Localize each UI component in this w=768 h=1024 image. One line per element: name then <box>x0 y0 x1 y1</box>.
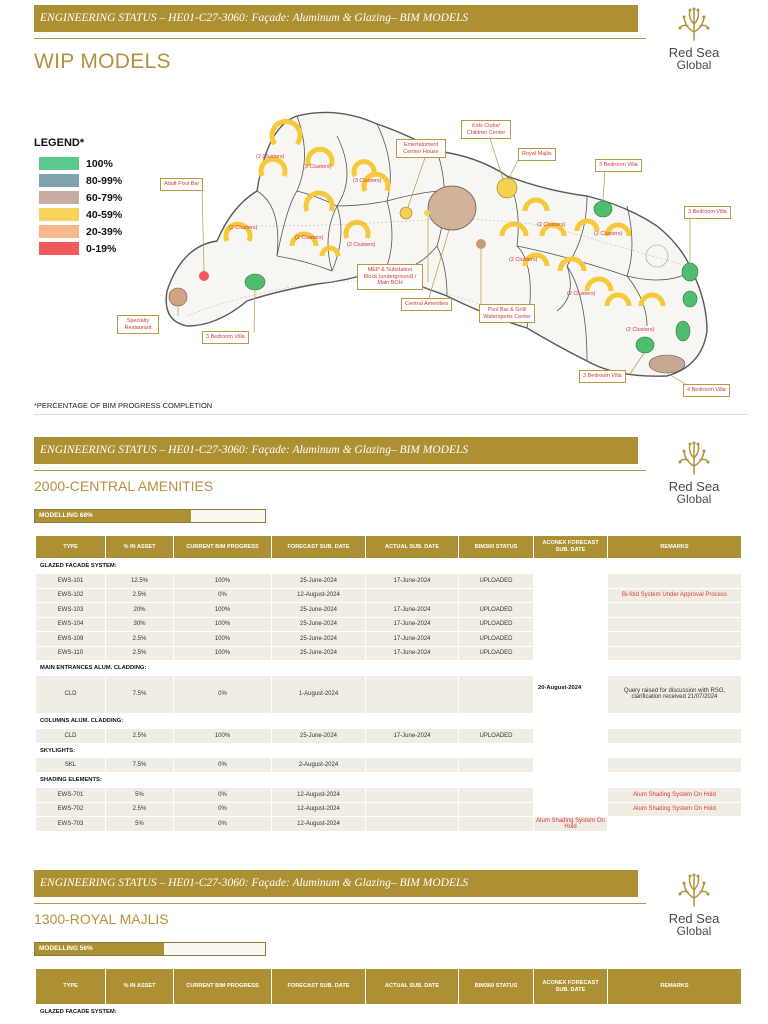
group-heading: COLUMNS ALUM. CLADDING: <box>36 714 534 729</box>
callout-3-bedroom-villa: 3 Bedroom Villa <box>202 331 249 344</box>
cluster-label: (2 Clusters) <box>567 291 596 297</box>
cell-pct: 5% <box>106 817 174 832</box>
cell-bim: 0% <box>174 817 272 832</box>
callout-4-bedroom-villa: 4 Bedroom Villa <box>683 384 730 397</box>
section-title: 1300-ROYAL MAJLIS <box>34 911 169 927</box>
cell-status: UPLOADED <box>459 729 534 744</box>
logo-line2: Global <box>676 924 712 938</box>
section-divider <box>34 414 748 415</box>
cell-forecast: 25-June-2024 <box>272 646 366 661</box>
cluster-label: (2 Clusters) <box>509 257 538 263</box>
column-header: REMARKS <box>608 536 742 559</box>
cell-type: EWS-104 <box>36 617 106 632</box>
cell-status <box>459 802 534 817</box>
column-header: ACTUAL SUB. DATE <box>366 536 459 559</box>
legend-label: 0-19% <box>86 242 117 255</box>
cell-remarks <box>608 758 742 773</box>
aconex-forecast-date: 20-August-2024 <box>534 559 608 817</box>
footnote: *PERCENTAGE OF BIM PROGRESS COMPLETION <box>34 401 213 410</box>
cell-actual: 17-June-2024 <box>366 603 459 618</box>
cluster-label: (2 Clusters) <box>594 231 623 237</box>
cluster-label: (2 Clusters) <box>256 154 285 160</box>
table-row <box>36 574 742 589</box>
cell-bim: 100% <box>174 632 272 647</box>
cell-type: EWS-701 <box>36 788 106 803</box>
callout-adult-pool-bar: Adult Pool Bar <box>160 178 203 191</box>
cell-status <box>459 758 534 773</box>
cell-bim: 0% <box>174 788 272 803</box>
logo-line2: Global <box>676 492 712 506</box>
cell-bim: 0% <box>174 588 272 603</box>
column-header: BIM360 STATUS <box>459 969 534 1005</box>
legend-label: 20-39% <box>86 225 123 238</box>
bedroom-villa-plot <box>594 201 612 217</box>
legend-label: 40-59% <box>86 208 123 221</box>
callout-mep-substation: MEP & Substation Block (underground) / Main BOH <box>357 264 423 290</box>
bedroom-villa-plot <box>683 291 697 307</box>
cell-forecast: 1-August-2024 <box>272 676 366 714</box>
cell-pct: 30% <box>106 617 174 632</box>
cell-status <box>459 676 534 714</box>
legend-item <box>34 206 144 223</box>
callout-3-bedroom-villa: 3 Bedroom Villa <box>579 370 626 383</box>
cell-bim: 100% <box>174 729 272 744</box>
cell-forecast: 25-June-2024 <box>272 729 366 744</box>
cell-bim: 100% <box>174 617 272 632</box>
column-header: FORECAST SUB. DATE <box>272 536 366 559</box>
table-row <box>36 646 742 661</box>
cell-type: EWS-110 <box>36 646 106 661</box>
red-sea-global-logo <box>664 872 724 938</box>
callout-3-bedroom-villa: 3 Bedroom Villa <box>684 206 731 219</box>
status-table <box>35 535 742 832</box>
cell-status <box>459 788 534 803</box>
cell-type: EWS-103 <box>36 603 106 618</box>
cell-type: EWS-109 <box>36 632 106 647</box>
cell-remarks <box>608 603 742 618</box>
cluster-label: (2 Clusters) <box>303 164 332 170</box>
logo-line1: Red Sea <box>668 479 720 494</box>
cell-remarks: Query raised for discussion with RSG, clarification received 21/07/2024 <box>608 676 742 714</box>
cell-status: UPLOADED <box>459 617 534 632</box>
column-header: TYPE <box>36 969 106 1005</box>
cell-pct: 5% <box>106 788 174 803</box>
group-heading: SHADING ELEMENTS: <box>36 773 534 788</box>
status-table <box>35 968 742 1020</box>
bedroom-villa-plot <box>636 337 654 353</box>
site-plan <box>147 96 755 414</box>
legend-swatch <box>39 191 79 204</box>
page-title: WIP MODELS <box>34 50 171 73</box>
section-banner: ENGINEERING STATUS – HE01-C27-3060: Façade: Aluminum & Glazing– BIM MODELS <box>34 5 638 32</box>
central-amenities-plot <box>428 186 476 230</box>
legend-label: 60-79% <box>86 191 123 204</box>
cell-type: EWS-101 <box>36 574 106 589</box>
legend-label: 80-99% <box>86 174 123 187</box>
cell-forecast: 25-June-2024 <box>272 632 366 647</box>
cell-bim: 100% <box>174 646 272 661</box>
legend-item <box>34 172 144 189</box>
legend-swatch <box>39 208 79 221</box>
cell-forecast: 2-August-2024 <box>272 758 366 773</box>
cell-type: EWS-702 <box>36 802 106 817</box>
legend-swatch <box>39 225 79 238</box>
bedroom-villa-plot <box>245 274 265 290</box>
table-row <box>36 817 742 832</box>
progress-label: MODELLING 56% <box>39 945 93 952</box>
banner-rule <box>34 903 646 904</box>
cell-actual: 17-June-2024 <box>366 632 459 647</box>
cell-pct: 2.5% <box>106 646 174 661</box>
legend-swatch <box>39 174 79 187</box>
column-header: ACONEX FORECAST SUB. DATE <box>534 969 608 1005</box>
modelling-progress-bar <box>34 942 266 956</box>
coral-logo-icon <box>676 872 712 908</box>
coral-logo-icon <box>676 440 712 476</box>
cell-pct: 2.5% <box>106 588 174 603</box>
cluster-label: (2 Clusters) <box>229 225 258 231</box>
column-header: CURRENT BIM PROGRESS <box>174 536 272 559</box>
column-header: % IN ASSET <box>106 536 174 559</box>
mep-plot <box>424 210 430 216</box>
cell-remarks <box>608 646 742 661</box>
cell-remarks: Alum Shading System On Hold <box>608 788 742 803</box>
cell-type: CLD <box>36 729 106 744</box>
cell-forecast: 25-June-2024 <box>272 603 366 618</box>
cell-remarks: Bi-fold System Under Approval Process <box>608 588 742 603</box>
cell-status: UPLOADED <box>459 603 534 618</box>
cell-forecast: 25-June-2024 <box>272 617 366 632</box>
legend-swatch <box>39 242 79 255</box>
cell-status: UPLOADED <box>459 646 534 661</box>
entertainment-plot <box>400 207 412 219</box>
column-header: ACTUAL SUB. DATE <box>366 969 459 1005</box>
cell-status <box>459 817 534 832</box>
cell-pct: 7.5% <box>106 676 174 714</box>
table-row <box>36 617 742 632</box>
legend <box>34 137 144 257</box>
cluster-label: (2 Clusters) <box>537 222 566 228</box>
section-title: 2000-CENTRAL AMENITIES <box>34 478 214 494</box>
modelling-progress-bar <box>34 509 266 523</box>
column-header: CURRENT BIM PROGRESS <box>174 969 272 1005</box>
group-remarks-blank <box>608 714 742 729</box>
cell-pct: 2.5% <box>106 729 174 744</box>
cell-actual: 17-June-2024 <box>366 729 459 744</box>
cell-type: SKL <box>36 758 106 773</box>
table-row <box>36 588 742 603</box>
cluster-label: (2 Clusters) <box>295 235 324 241</box>
cell-bim: 100% <box>174 574 272 589</box>
logo-line1: Red Sea <box>668 911 720 926</box>
cell-bim: 0% <box>174 758 272 773</box>
cell-forecast: 12-August-2024 <box>272 588 366 603</box>
group-remarks-blank <box>608 773 742 788</box>
cell-bim: 0% <box>174 676 272 714</box>
legend-swatch <box>39 157 79 170</box>
callout-pool-bar-grill: Pool Bar & Grill/ Watersports Center <box>479 304 535 323</box>
column-header: % IN ASSET <box>106 969 174 1005</box>
cell-actual <box>366 588 459 603</box>
legend-label: 100% <box>86 157 113 170</box>
cell-status: UPLOADED <box>459 632 534 647</box>
group-heading: GLAZED FACADE SYSTEM: <box>36 1005 742 1020</box>
cell-remarks <box>608 574 742 589</box>
table-row <box>36 758 742 773</box>
column-header: BIM360 STATUS <box>459 536 534 559</box>
group-remarks-blank <box>608 743 742 758</box>
legend-item <box>34 189 144 206</box>
cell-actual: 17-June-2024 <box>366 617 459 632</box>
cell-remarks: Alum Shading System On Hold <box>534 817 608 832</box>
table-row <box>36 632 742 647</box>
legend-title: LEGEND* <box>34 137 85 149</box>
cell-pct: 2.5% <box>106 632 174 647</box>
cell-actual <box>366 817 459 832</box>
legend-item <box>34 223 144 240</box>
callout-central-amenities: Central Amenities <box>401 298 452 311</box>
section-banner: ENGINEERING STATUS – HE01-C27-3060: Façade: Aluminum & Glazing– BIM MODELS <box>34 870 638 897</box>
cell-bim: 0% <box>174 802 272 817</box>
cell-type: EWS-703 <box>36 817 106 832</box>
callout-kids-club: Kids Clubs/ Children Center <box>461 120 511 139</box>
four-bedroom-villa-plot <box>649 355 685 373</box>
cell-forecast: 12-August-2024 <box>272 788 366 803</box>
cell-actual <box>366 802 459 817</box>
adult-pool-bar-plot <box>199 271 209 281</box>
cell-type: EWS-102 <box>36 588 106 603</box>
logo-line2: Global <box>676 58 712 72</box>
cell-remarks <box>608 632 742 647</box>
table-row <box>36 676 742 714</box>
column-header: TYPE <box>36 536 106 559</box>
progress-label: MODELLING 68% <box>39 512 93 519</box>
cell-actual <box>366 788 459 803</box>
table-row <box>36 788 742 803</box>
cell-bim: 100% <box>174 603 272 618</box>
legend-item <box>34 240 144 257</box>
red-sea-global-logo <box>664 6 724 72</box>
cell-pct: 7.5% <box>106 758 174 773</box>
cluster-label: (2 Clusters) <box>626 327 655 333</box>
cell-actual: 17-June-2024 <box>366 646 459 661</box>
cell-actual <box>366 676 459 714</box>
table-row <box>36 729 742 744</box>
callout-entertainment: Entertainment Center/ House <box>396 139 446 158</box>
callout-specialty-restaurant: Specialty Restaurant <box>117 315 159 334</box>
royal-majlis-plot <box>497 178 517 198</box>
section-banner: ENGINEERING STATUS – HE01-C27-3060: Façade: Aluminum & Glazing– BIM MODELS <box>34 437 638 464</box>
cell-forecast: 12-August-2024 <box>272 817 366 832</box>
table-row <box>36 603 742 618</box>
cell-status: UPLOADED <box>459 574 534 589</box>
cell-forecast: 25-June-2024 <box>272 574 366 589</box>
site-map <box>124 96 755 414</box>
bedroom-villa-plot <box>676 321 690 341</box>
group-heading: GLAZED FACADE SYSTEM: <box>36 559 534 574</box>
cell-forecast: 12-August-2024 <box>272 802 366 817</box>
group-remarks-blank <box>608 661 742 676</box>
column-header: ACONEX FORECAST SUB. DATE <box>534 536 608 559</box>
cell-pct: 20% <box>106 603 174 618</box>
group-remarks-blank <box>608 559 742 574</box>
cell-actual: 17-June-2024 <box>366 574 459 589</box>
cell-actual <box>366 758 459 773</box>
cell-remarks <box>608 617 742 632</box>
group-heading: SKYLIGHTS: <box>36 743 534 758</box>
banner-rule <box>34 470 646 471</box>
cell-status <box>459 588 534 603</box>
coral-logo-icon <box>676 6 712 42</box>
cell-type: CLD <box>36 676 106 714</box>
group-heading: MAIN ENTRANCES ALUM. CLADDING: <box>36 661 534 676</box>
cell-pct: 12.5% <box>106 574 174 589</box>
legend-item <box>34 155 144 172</box>
callout-royal-majlis: Royal Majlis <box>518 148 556 161</box>
cluster-label: (3 Clusters) <box>353 178 382 184</box>
pool-bar-plot <box>476 239 486 249</box>
cell-remarks: Alum Shading System On Hold <box>608 802 742 817</box>
red-sea-global-logo <box>664 440 724 506</box>
specialty-restaurant-plot <box>169 288 187 306</box>
column-header: REMARKS <box>608 969 742 1005</box>
column-header: FORECAST SUB. DATE <box>272 969 366 1005</box>
banner-rule <box>34 38 646 39</box>
cluster-label: (2 Clusters) <box>347 242 376 248</box>
bedroom-villa-plot <box>682 263 698 281</box>
table-row <box>36 802 742 817</box>
cell-pct: 2.5% <box>106 802 174 817</box>
callout-3-bedroom-villa: 3 Bedroom Villa <box>595 159 642 172</box>
cell-remarks <box>608 729 742 744</box>
logo-line1: Red Sea <box>668 45 720 60</box>
